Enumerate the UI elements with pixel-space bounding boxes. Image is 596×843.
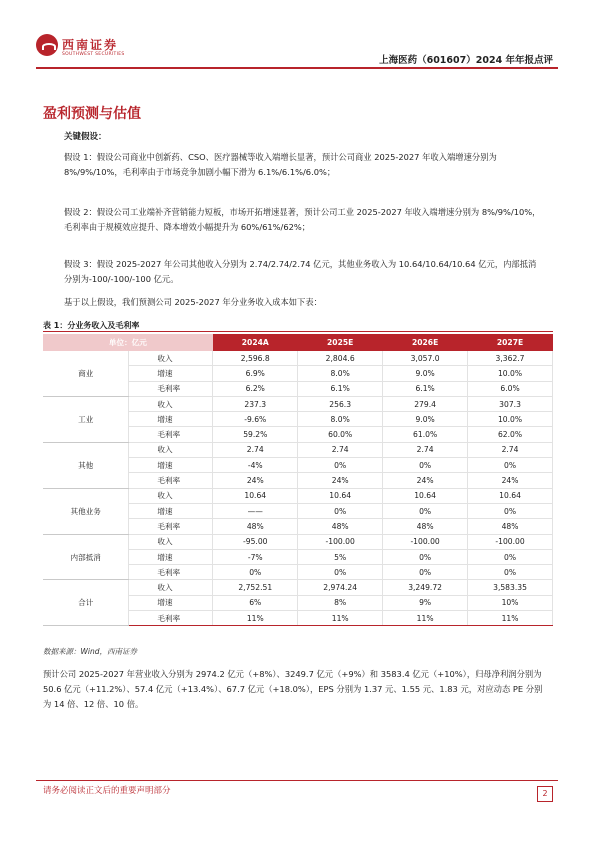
company-logo-icon [36,34,58,56]
value-cell: 0% [383,565,468,580]
footer-divider [36,780,558,781]
value-cell: 8.0% [298,366,383,381]
value-cell: -9.6% [213,412,298,427]
segment-name: 其他业务 [43,488,129,534]
value-cell: 0% [383,503,468,518]
value-cell: 10.0% [468,412,553,427]
logo-subtitle: SOUTHWEST SECURITIES [62,52,125,57]
value-cell: 0% [468,458,553,473]
assumption-2: 假设 2：假设公司工业端补齐营销能力短板，市场开拓增速显著，预计公司工业 2025-2027 年收入端增速分别为 8%/9%/10%，毛利率由于规模效应提升、降本增效小幅提升为 60%/61%/62%； [64,207,541,232]
financial-table [43,334,553,626]
metric-label: 增速 [129,412,213,427]
value-cell: 0% [213,565,298,580]
value-cell: 2.74 [468,442,553,457]
value-cell: 307.3 [468,396,553,411]
table-top-rule [43,331,553,332]
value-cell: 10.64 [468,488,553,503]
value-cell: 6% [213,595,298,610]
value-cell: 3,249.72 [383,580,468,595]
value-cell: -100.00 [468,534,553,549]
value-cell: -100.00 [383,534,468,549]
value-cell: 3,362.7 [468,351,553,366]
header-divider [36,67,558,69]
value-cell: 24% [213,473,298,488]
value-cell: 2,974.24 [298,580,383,595]
year-header: 2025E [298,334,383,351]
value-cell: 8.0% [298,412,383,427]
value-cell: 10% [468,595,553,610]
value-cell: 5% [298,549,383,564]
value-cell: 11% [383,611,468,626]
value-cell: 10.64 [383,488,468,503]
year-header: 2026E [383,334,468,351]
value-cell: 0% [468,503,553,518]
value-cell: 2,804.6 [298,351,383,366]
table-caption: 表 1：分业务收入及毛利率 [43,321,140,330]
metric-label: 毛利率 [129,611,213,626]
metric-label: 收入 [129,396,213,411]
segment-name: 其他 [43,442,129,488]
value-cell: 279.4 [383,396,468,411]
value-cell: 0% [298,565,383,580]
segment-name: 工业 [43,396,129,442]
value-cell: 10.64 [298,488,383,503]
value-cell: 8% [298,595,383,610]
metric-label: 增速 [129,458,213,473]
value-cell: 0% [298,503,383,518]
table-header-row [43,334,553,351]
value-cell: 11% [468,611,553,626]
key-assumptions-heading: 关键假设： [64,132,107,142]
value-cell: 24% [383,473,468,488]
table-row [43,351,553,366]
value-cell: 10.0% [468,366,553,381]
disclaimer-text: 请务必阅读正文后的重要声明部分 [43,786,171,796]
value-cell: 2.74 [213,442,298,457]
value-cell: 48% [213,519,298,534]
value-cell: 9% [383,595,468,610]
value-cell: 60.0% [298,427,383,442]
value-cell: 11% [298,611,383,626]
value-cell: -4% [213,458,298,473]
metric-label: 收入 [129,488,213,503]
assumption-3: 假设 3：假设 2025-2027 年公司其他收入分别为 2.74/2.74/2.74 亿元，其他业务收入为 10.64/10.64/10.64 亿元，内部抵消分别为-100/-100/-100 亿元。 [64,259,537,284]
assumption-1: 假设 1：假设公司商业中创新药、CSO、医疗器械等收入端增长显著，预计公司商业 2025-2027 年收入端增速分别为 8%/9%/10%，毛利率由于市场竞争加剧小幅下滑为 6.1%/6.1%/6.0%； [64,152,497,177]
value-cell: 61.0% [383,427,468,442]
metric-label: 毛利率 [129,519,213,534]
value-cell: 3,583.35 [468,580,553,595]
table-row [43,534,553,549]
segment-name: 合计 [43,580,129,626]
value-cell: 48% [468,519,553,534]
value-cell: 48% [383,519,468,534]
metric-label: 毛利率 [129,473,213,488]
value-cell: 0% [468,565,553,580]
forecast-conclusion: 预计公司 2025-2027 年营业收入分别为 2974.2 亿元（+8%）、3249.7 亿元（+9%）和 3583.4 亿元（+10%），归母净利润分别为 50.6 亿元（+11.2%）、57.4 亿元（+13.4%）、67.7 亿元（+18.0%），EPS 分别为 1.37 元、1.55 元、1.83 元，对应动态 PE 分别为 14 倍、12 倍、10 倍。 [43,669,543,709]
metric-label: 收入 [129,442,213,457]
year-header: 2027E [468,334,553,351]
metric-label: 增速 [129,595,213,610]
value-cell: 24% [298,473,383,488]
value-cell: 3,057.0 [383,351,468,366]
metric-label: 增速 [129,503,213,518]
value-cell: 6.1% [298,381,383,396]
value-cell: 0% [298,458,383,473]
value-cell: 48% [298,519,383,534]
value-cell: 2,596.8 [213,351,298,366]
report-title: 上海医药（601607）2024 年年报点评 [379,55,553,66]
value-cell: 2.74 [298,442,383,457]
metric-label: 收入 [129,580,213,595]
value-cell: 237.3 [213,396,298,411]
value-cell: 59.2% [213,427,298,442]
table-source: 数据来源：Wind，西南证券 [43,647,138,656]
segment-name: 商业 [43,351,129,396]
section-title: 盈利预测与估值 [43,106,141,122]
metric-label: 毛利率 [129,427,213,442]
value-cell: 62.0% [468,427,553,442]
table-intro: 基于以上假设，我们预测公司 2025-2027 年分业务收入成本如下表： [64,297,322,307]
table-row [43,396,553,411]
value-cell: 10.64 [213,488,298,503]
table-row [43,442,553,457]
table-row [43,580,553,595]
table-row [43,488,553,503]
value-cell: 9.0% [383,412,468,427]
value-cell: 0% [383,549,468,564]
metric-label: 增速 [129,549,213,564]
value-cell: 0% [468,549,553,564]
value-cell: 2,752.51 [213,580,298,595]
value-cell: -100.00 [298,534,383,549]
value-cell: 24% [468,473,553,488]
logo-name: 西南证券 [62,38,119,52]
value-cell: 6.0% [468,381,553,396]
value-cell: 2.74 [383,442,468,457]
unit-header: 单位：亿元 [43,334,213,351]
year-header: 2024A [213,334,298,351]
value-cell: —— [213,503,298,518]
value-cell: -7% [213,549,298,564]
value-cell: 6.2% [213,381,298,396]
value-cell: 6.9% [213,366,298,381]
segment-name: 内部抵消 [43,534,129,580]
metric-label: 毛利率 [129,565,213,580]
page-number: 2 [537,786,553,802]
metric-label: 收入 [129,351,213,366]
metric-label: 增速 [129,366,213,381]
value-cell: 9.0% [383,366,468,381]
value-cell: 0% [383,458,468,473]
metric-label: 收入 [129,534,213,549]
value-cell: 6.1% [383,381,468,396]
value-cell: -95.00 [213,534,298,549]
metric-label: 毛利率 [129,381,213,396]
value-cell: 256.3 [298,396,383,411]
value-cell: 11% [213,611,298,626]
